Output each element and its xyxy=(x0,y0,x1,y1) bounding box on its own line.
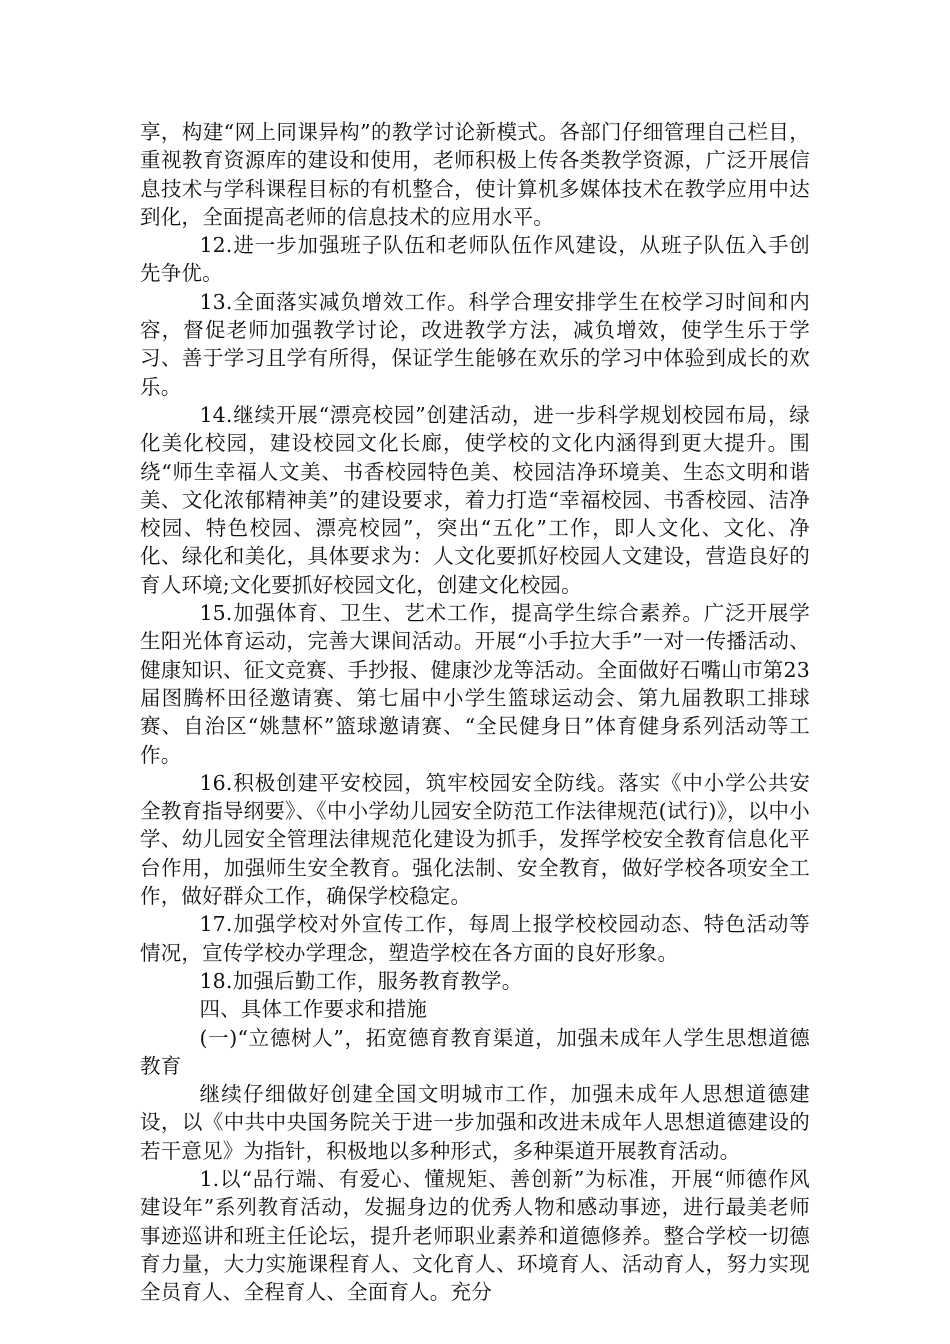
paragraph: 18.加强后勤工作，服务教育教学。 xyxy=(199,968,523,993)
section-heading: 四、具体工作要求和措施 xyxy=(199,997,428,1022)
paragraph: 享，构建“网上同课异构”的教学讨论新模式。各部门仔细管理自己栏目，重视教育资源库的建设和使用，老师积极上传各类教学资源，广泛开展信息技术与学科课程目标的有机整合，使计算机多媒体技术在教学应用中达到化，全面提高老师的信息技术的应用水平。 xyxy=(140,120,810,229)
paragraph: 1.以“品行端、有爱心、懂规矩、善创新”为标准，开展“师德作风建设年”系列教育活动，发掘身边的优秀人物和感动事迹，进行最美老师事迹巡讲和班主任论坛，提升老师职业素养和道德修养。整合学校一切德育力量，大力实施课程育人、文化育人、环境育人、活动育人，努力实现全员育人、全程育人、全面育人。充分 xyxy=(140,1166,810,1305)
paragraph: 17.加强学校对外宣传工作，每周上报学校校园动态、特色活动等情况，宣传学校办学理念，塑造学校在各方面的良好形象。 xyxy=(140,912,810,965)
paragraph: 16.积极创建平安校园，筑牢校园安全防线。落实《中小学公共安全教育指导纲要》、《中小学幼儿园安全防范工作法律规范(试行)》，以中小学、幼儿园安全管理法律规范化建设为抓手，发挥学校安全教育信息化平台作用，加强师生安全教育。强化法制、安全教育，做好学校各项安全工作，做好群众工作，确保学校稳定。 xyxy=(140,770,810,909)
paragraph: 15.加强体育、卫生、艺术工作，提高学生综合素养。广泛开展学生阳光体育运动，完善大课间活动。开展“小手拉大手”一对一传播活动、健康知识、征文竞赛、手抄报、健康沙龙等活动。全面做好石嘴山市第23届图腾杯田径邀请赛、第七届中小学生篮球运动会、第九届教职工排球赛、自治区“姚慧杯”篮球邀请赛、“全民健身日”体育健身系列活动等工作。 xyxy=(140,601,810,767)
subsection-heading: (一)“立德树人”，拓宽德育教育渠道，加强未成年人学生思想道德教育 xyxy=(140,1025,810,1078)
paragraph: 14.继续开展“漂亮校园”创建活动，进一步科学规划校园布局，绿化美化校园，建设校园文化长廊，使学校的文化内涵得到更大提升。围绕“师生幸福人文美、书香校园特色美、校园洁净环境美、生态文明和谐美、文化浓郁精神美”的建设要求，着力打造“幸福校园、书香校园、洁净校园、特色校园、漂亮校园”，突出“五化”工作，即人文化、文化、净化、绿化和美化，具体要求为：人文化要抓好校园人文建设，营造良好的育人环境;文化要抓好校园文化，创建文化校园。 xyxy=(140,402,810,597)
paragraph: 13.全面落实减负增效工作。科学合理安排学生在校学习时间和内容，督促老师加强教学讨论，改进教学方法，减负增效，使学生乐于学习、善于学习且学有所得，保证学生能够在欢乐的学习中体验到成长的欢乐。 xyxy=(140,289,810,399)
paragraph: 12.进一步加强班子队伍和老师队伍作风建设，从班子队伍入手创先争优。 xyxy=(140,233,810,286)
document-body xyxy=(140,118,810,1306)
paragraph: 继续仔细做好创建全国文明城市工作，加强未成年人思想道德建设，以《中共中央国务院关于进一步加强和改进未成年人思想道德建设的若干意见》为指针，积极地以多种形式，多种渠道开展教育活动。 xyxy=(140,1082,810,1163)
